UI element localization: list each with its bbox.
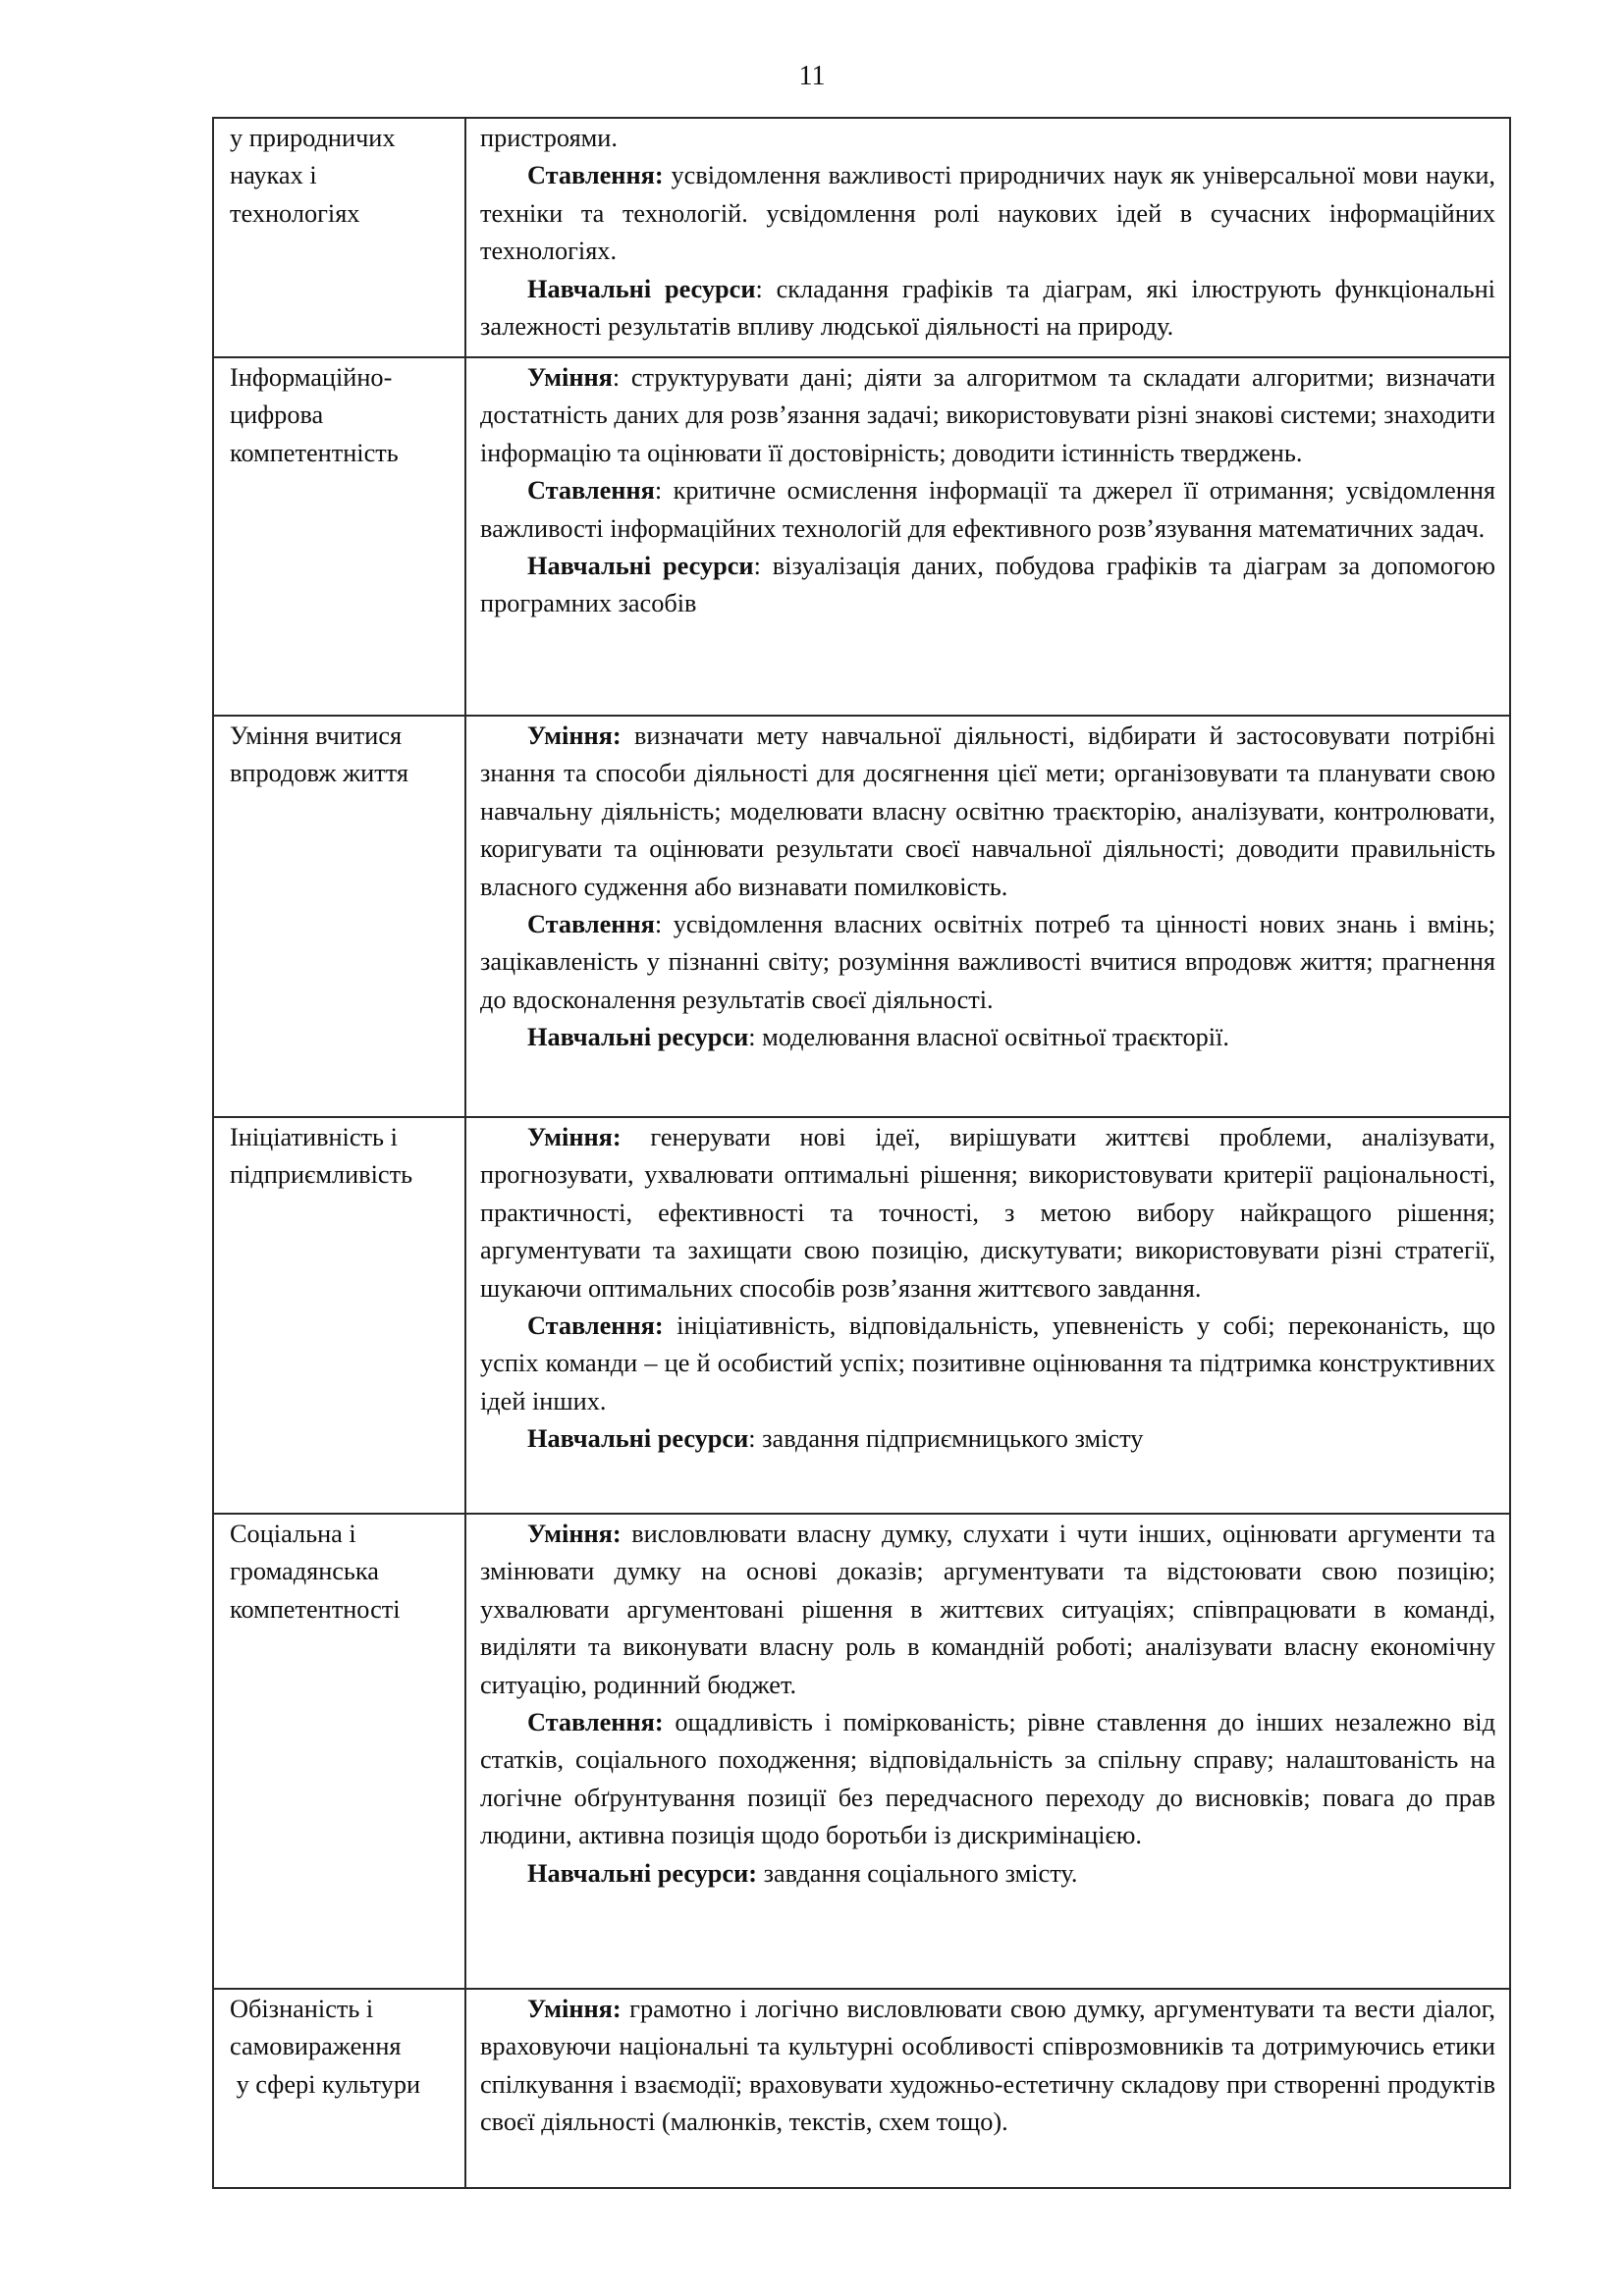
competency-description-cell bbox=[465, 1117, 1510, 1514]
competency-name-line: впродовж життя bbox=[230, 759, 408, 788]
paragraph-label: Уміння: bbox=[527, 1123, 622, 1151]
paragraph-attitude bbox=[480, 906, 1495, 1019]
paragraph-attitude bbox=[480, 1308, 1495, 1420]
paragraph-label: Ставлення: bbox=[527, 1311, 664, 1341]
competency-description-cell bbox=[465, 1989, 1510, 2188]
paragraph-text: визначати мету навчальної діяльності, відбирати й застосовувати потрібні знання та способи діяльності для досягнення цієї мети; організовувати та планувати свою навчальну діяльність; моделювати власну освітню траєкторію, аналізувати, контролювати, коригувати та оцінювати результати своєї навчальної діяльності; доводити правильність власного судження або визнавати помилковість. bbox=[480, 721, 1495, 901]
competency-name-line: технологіях bbox=[230, 198, 360, 228]
paragraph-skills bbox=[480, 1119, 1495, 1308]
table-row bbox=[213, 118, 1510, 357]
competency-name-line: компетентності bbox=[230, 1594, 401, 1624]
paragraph-label: Уміння bbox=[527, 363, 613, 392]
competency-name-line: компетентність bbox=[230, 438, 399, 467]
paragraph-label: Уміння: bbox=[527, 1995, 622, 2023]
competency-name-line: Уміння вчитися bbox=[230, 721, 403, 750]
paragraph-label: Навчальні ресурси bbox=[527, 1023, 749, 1052]
paragraph-text: ініціативність, відповідальність, упевненість у собі; переконаність, що успіх команди – це й особистий успіх; позитивне оцінювання та підтримка конструктивних ідей інших. bbox=[480, 1311, 1495, 1415]
paragraph-attitude bbox=[480, 472, 1495, 548]
paragraph-skills bbox=[480, 1991, 1495, 2142]
competency-name-cell bbox=[213, 357, 465, 716]
paragraph-text: генерувати нові ідеї, вирішувати життєві проблеми, аналізувати, прогнозувати, ухвалювати оптимальні рішення; використовувати критерії раціональності, практичності, ефективності та точності, з метою вибору найкращого рішення; аргументувати та захищати свою позицію, дискутувати; використовувати різні стратегії, шукаючи оптимальних способів розв’язання життєвого завдання. bbox=[480, 1123, 1495, 1303]
paragraph-attitude bbox=[480, 1704, 1495, 1855]
competency-name-cell bbox=[213, 118, 465, 357]
paragraph-text: : завдання підприємницького змісту bbox=[748, 1424, 1144, 1454]
paragraph-skills bbox=[480, 1516, 1495, 1704]
table-row bbox=[213, 1989, 1510, 2188]
competencies-table bbox=[212, 117, 1511, 2189]
paragraph-resources bbox=[480, 271, 1495, 347]
paragraph-text: : моделювання власної освітньої траєкторії. bbox=[748, 1023, 1229, 1052]
paragraph-label: Навчальні ресурси bbox=[527, 274, 756, 303]
paragraph-text: пристроями. bbox=[480, 124, 618, 152]
table-row bbox=[213, 716, 1510, 1117]
paragraph-resources bbox=[480, 1420, 1495, 1458]
paragraph-label: Навчальні ресурси bbox=[527, 552, 754, 581]
paragraph-skills bbox=[480, 359, 1495, 472]
paragraph-text: : структурувати дані; діяти за алгоритмом та складати алгоритми; визначати достатність даних для розв’язання задачі; використовувати різні знакові системи; знаходити інформацію та оцінювати її достовірність; доводити істинність тверджень. bbox=[480, 363, 1495, 467]
competency-description-cell bbox=[465, 1514, 1510, 1989]
competency-name-cell bbox=[213, 716, 465, 1117]
paragraph-resources bbox=[480, 1855, 1495, 1893]
competency-name-line: у природничих bbox=[230, 124, 396, 152]
competency-name-cell bbox=[213, 1989, 465, 2188]
competency-description-cell bbox=[465, 118, 1510, 357]
competency-name-line: Інформаційно- bbox=[230, 363, 393, 392]
paragraph-text: ощадливість і поміркованість; рівне ставлення до інших незалежно від статків, соціального походження; відповідальність за спільну справу; налаштованість на логічне обґрунтування позиції без передчасного переходу до висновків; повага до прав людини, активна позиція щодо боротьби із дискримінацією. bbox=[480, 1708, 1495, 1850]
table-row bbox=[213, 1117, 1510, 1514]
competency-name-line: у сфері культури bbox=[230, 2069, 421, 2099]
paragraph-text: : критичне осмислення інформації та джерел її отримання; усвідомлення важливості інформаційних технологій для ефективного розв’язування математичних задач. bbox=[480, 476, 1495, 543]
competency-name-cell bbox=[213, 1514, 465, 1989]
paragraph-label: Уміння: bbox=[527, 721, 622, 750]
competency-name-line: громадянська bbox=[230, 1557, 379, 1586]
competency-description-cell bbox=[465, 357, 1510, 716]
table-row bbox=[213, 1514, 1510, 1989]
paragraph-resources bbox=[480, 1019, 1495, 1056]
paragraph-skills bbox=[480, 718, 1495, 906]
page-number: 11 bbox=[798, 61, 826, 91]
competency-name-line: науках і bbox=[230, 161, 317, 190]
paragraph-text: : візуалізація даних, побудова графіків та діаграм за допомогою програмних засобів bbox=[480, 552, 1496, 618]
paragraph-text: : складання графіків та діаграм, які ілюструють функціональні залежності результатів впливу людської діяльності на природу. bbox=[480, 274, 1495, 342]
competency-description-cell bbox=[465, 716, 1510, 1117]
paragraph-text: висловлювати власну думку, слухати і чути інших, оцінювати аргументи та змінювати думку на основі доказів; аргументувати та відстоювати свою позицію; ухвалювати аргументовані рішення в життєвих ситуаціях; співпрацювати в команді, виділяти та виконувати власну роль в командній роботі; аналізувати власну економічну ситуацію, родинний бюджет. bbox=[480, 1520, 1495, 1699]
competency-name-line: Ініціативність і bbox=[230, 1123, 398, 1151]
paragraph-text: : усвідомлення власних освітніх потреб та цінності нових знань і вмінь; зацікавленість у пізнанні світу; розуміння важливості вчитися впродовж життя; прагнення до вдосконалення результатів своєї діяльності. bbox=[480, 910, 1495, 1014]
paragraph-text: грамотно і логічно висловлювати свою думку, аргументувати та вести діалог, враховуючи національні та культурні особливості співрозмовників та дотримуючись етики спілкування і взаємодії; враховувати художньо-естетичну складову при створенні продуктів своєї діяльності (малюнків, текстів, схем тощо). bbox=[480, 1995, 1495, 2137]
paragraph-label: Навчальні ресурси bbox=[527, 1424, 749, 1454]
competencies-table-body bbox=[213, 118, 1510, 2188]
competency-name-line: Соціальна і bbox=[230, 1520, 356, 1548]
paragraph-label: Ставлення: bbox=[527, 1708, 664, 1737]
competency-name-line: Обізнаність і bbox=[230, 1995, 374, 2023]
table-row bbox=[213, 357, 1510, 716]
paragraph-label: Навчальні ресурси: bbox=[527, 1858, 758, 1888]
paragraph-resources bbox=[480, 548, 1495, 623]
paragraph-label: Ставлення bbox=[527, 476, 655, 506]
competency-name-line: підприємливість bbox=[230, 1160, 413, 1190]
paragraph-label: Уміння: bbox=[527, 1520, 622, 1548]
paragraph-text: завдання соціального змісту. bbox=[757, 1858, 1078, 1888]
paragraph-text: усвідомлення важливості природничих наук як універсальної мови науки, техніки та технологій. усвідомлення ролі наукових ідей в сучасних інформаційних технологіях. bbox=[480, 161, 1495, 266]
paragraph bbox=[480, 120, 1495, 157]
competency-name-cell bbox=[213, 1117, 465, 1514]
competency-name-line: самовираження bbox=[230, 2032, 402, 2061]
competency-name-line: цифрова bbox=[230, 400, 324, 430]
paragraph-label: Ставлення bbox=[527, 910, 655, 939]
paragraph-attitude bbox=[480, 157, 1495, 270]
paragraph-label: Ставлення: bbox=[527, 161, 664, 190]
